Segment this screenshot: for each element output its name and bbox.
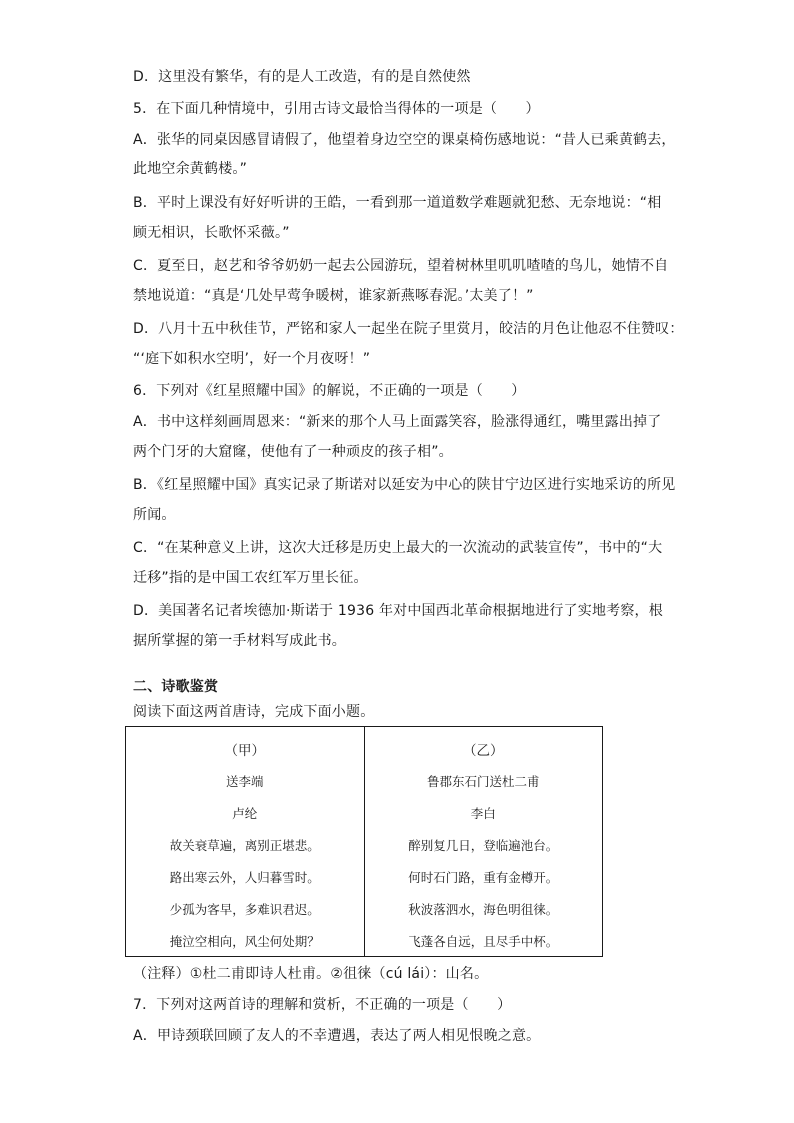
section-intro: 阅读下面这两首唐诗，完成下面小题。 [133, 704, 375, 720]
poem-left-line: 掩泣空相向，风尘何处期？ [169, 934, 320, 949]
q4-option-d: D．这里没有繁华，有的是人工改造，有的是自然使然 [133, 69, 471, 85]
q6-option-c-line2: 迁移”指的是中国工农红军万里长征。 [133, 570, 368, 586]
q6-option-a-line2: 两个门牙的大窟窿，使他有了一种顽皮的孩子相”。 [133, 444, 453, 460]
poem-left-line: 少孤为客早，多难识君迟。 [169, 902, 320, 917]
q5-option-c-line2: 禁地说道：“真是‘几处早莺争暖树，谁家新燕啄春泥。’太美了！” [133, 288, 534, 304]
poem-right-title: 鲁郡东石门送杜二甫 [426, 774, 540, 789]
section-heading: 二、诗歌鉴赏 [133, 679, 219, 695]
poem-right-line: 秋波落泗水，海色明徂徕。 [408, 902, 559, 917]
poem-left-line: 路出寒云外，人归暮雪时。 [169, 870, 320, 885]
poem-right-line: 醉别复几日，登临遍池台。 [408, 838, 559, 853]
q6-option-b-line1: B．《红星照耀中国》真实记录了斯诺对以延安为中心的陕甘宁边区进行实地采访的所见 [133, 477, 676, 493]
q6-option-a-line1: A．书中这样刻画周恩来：“新来的那个人马上面露笑容，脸涨得通红，嘴里露出掉了 [133, 414, 662, 430]
q6-option-b-line2: 所闻。 [133, 507, 176, 523]
q6-option-c-line1: C．“在某种意义上讲，这次大迁移是历史上最大的一次流动的武装宣传”，书中的“大 [133, 540, 663, 556]
poem-cell-left [126, 727, 365, 957]
q5-option-a-line2: 此地空余黄鹤楼。” [133, 161, 248, 177]
q5-stem: 5．在下面几种情境中，引用古诗文最恰当得体的一项是（ ） [133, 101, 540, 117]
annotation-note: （注释）①杜二甫即诗人杜甫。②徂徕（cú lái）：山名。 [133, 966, 489, 982]
poem-right-line: 飞蓬各自远，且尽手中杯。 [408, 934, 559, 949]
poem-right-line: 何时石门路，重有金樽开。 [408, 870, 559, 885]
q6-option-d-line2: 据所掌握的第一手材料写成此书。 [133, 633, 346, 649]
poem-left-label: （甲） [224, 743, 265, 759]
q7-option-a: A．甲诗颈联回顾了友人的不幸遭遇，表达了两人相见恨晚之意。 [133, 1028, 541, 1044]
poem-right-author: 李白 [470, 806, 496, 821]
q5-option-b-line1: B．平时上课没有好好听讲的王皓，一看到那一道道数学难题就犯愁、无奈地说：“相 [133, 195, 662, 211]
poem-right-label: （乙） [463, 743, 504, 759]
q7-stem: 7．下列对这两首诗的理解和赏析，不正确的一项是（ ） [133, 997, 512, 1013]
poem-cell-right [364, 727, 603, 957]
poem-left-author: 卢纶 [232, 806, 258, 821]
q5-option-b-line2: 顾无相识，长歌怀采薇。” [133, 225, 290, 241]
q5-option-a-line1: A．张华的同桌因感冒请假了，他望着身边空空的课桌椅伤感地说：“昔人已乘黄鹤去， [133, 132, 676, 148]
poem-left-line: 故关衰草遍，离别正堪悲。 [169, 838, 320, 853]
poem-left-title: 送李端 [225, 774, 264, 789]
q6-option-d-line1: D．美国著名记者埃德加·斯诺于 1936 年对中国西北革命根据地进行了实地考察，根 [133, 603, 663, 619]
poem-table [125, 726, 603, 957]
q5-option-d-line1: D．八月十五中秋佳节，严铭和家人一起坐在院子里赏月，皎洁的月色让他忍不住赞叹： [133, 321, 684, 337]
q6-stem: 6．下列对《红星照耀中国》的解说，不正确的一项是（ ） [133, 383, 526, 399]
q5-option-d-line2: “‘庭下如积水空明’，好一个月夜呀！” [133, 351, 371, 367]
q5-option-c-line1: C．夏至日，赵艺和爷爷奶奶一起去公园游玩，望着树林里叽叽喳喳的鸟儿，她情不自 [133, 258, 669, 274]
